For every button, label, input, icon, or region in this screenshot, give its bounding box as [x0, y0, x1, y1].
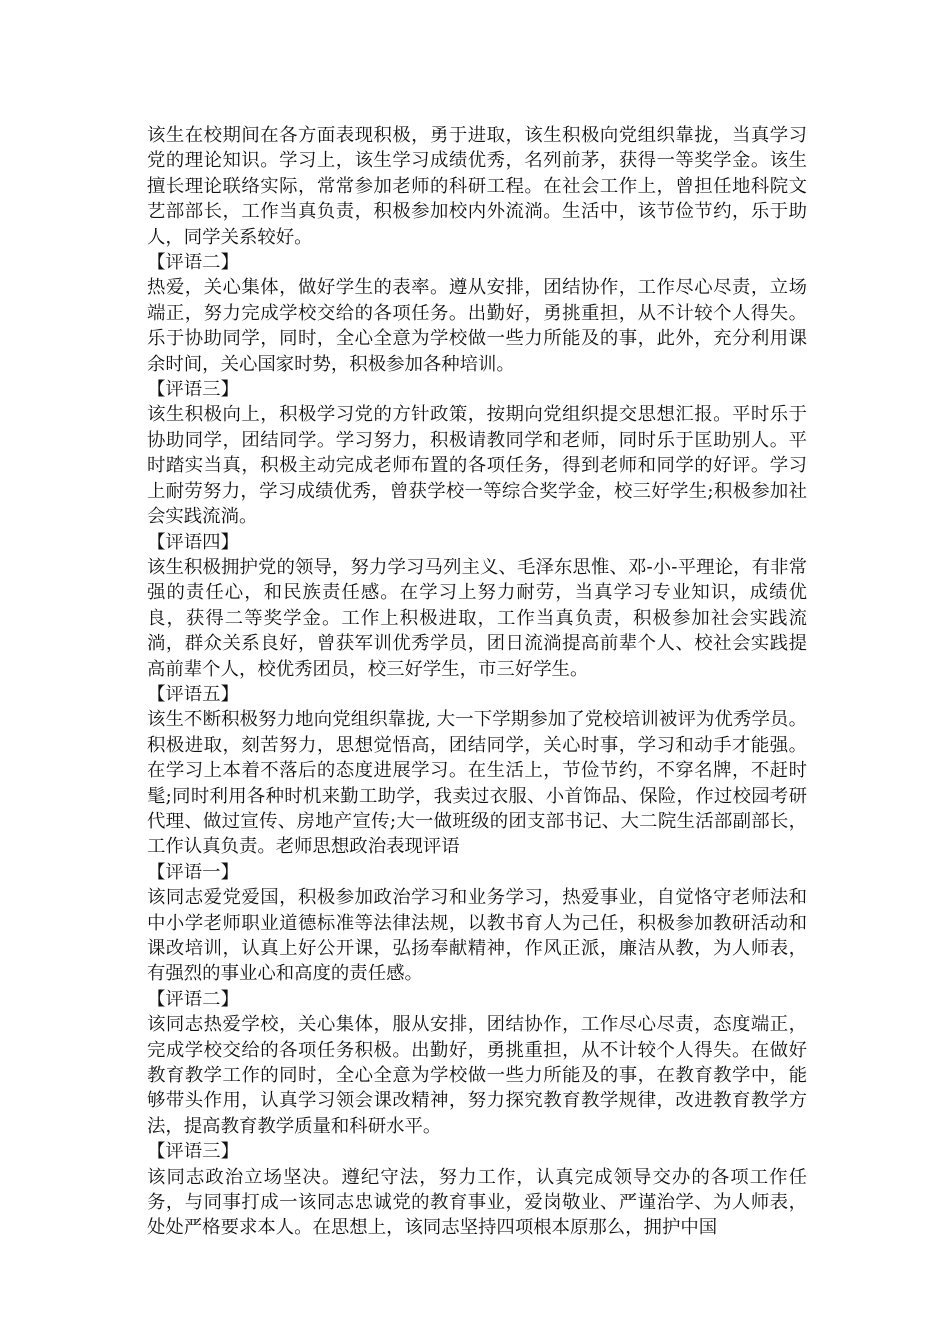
- section-heading-teacher-3: 【评语三】: [147, 1141, 239, 1163]
- paragraph-teacher-3: 该同志政治立场坚决。遵纪守法，努力工作，认真完成领导交办的各项工作任务，与同事打成一该同志忠诚党的教育事业，爱岗敬业、严谨治学、为人师表，处处严格要求本人。在思想上，该同志坚持四项根本原那么，拥护中国: [147, 1166, 807, 1239]
- section-heading-3: 【评语三】: [147, 379, 239, 401]
- paragraph-5: 该生不断积极努力地向党组织靠拢, 大一下学期参加了党校培训被评为优秀学员。积极进取，刻苦努力，思想觉悟高，团结同学，关心时事，学习和动手才能强。在学习上本着不落后的态度进展学习。在生活上，节俭节约，不穿名牌，不赶时髦;同时利用各种时机来勤工助学，我卖过衣服、小首饰品、保险，作过校园考研代理、做过宣传、房地产宣传;大一做班级的团支部书记、大二院生活部副部长，工作认真负责。老师思想政治表现评语: [147, 709, 807, 858]
- section-heading-5: 【评语五】: [147, 683, 239, 705]
- section-heading-teacher-1: 【评语一】: [147, 861, 239, 883]
- paragraph-1: 该生在校期间在各方面表现积极，勇于进取，该生积极向党组织靠拢，当真学习党的理论知识。学习上，该生学习成绩优秀，名列前茅，获得一等奖学金。该生擅长理论联络实际，常常参加老师的科研工程。在社会工作上，曾担任地科院文艺部部长，工作当真负责，积极参加校内外流淌。生活中，该节俭节约，乐于助人，同学关系较好。: [147, 125, 807, 248]
- paragraph-teacher-2: 该同志热爱学校，关心集体，服从安排，团结协作，工作尽心尽责，态度端正，完成学校交给的各项任务积极。出勤好，勇挑重担，从不计较个人得失。在做好教育教学工作的同时，全心全意为学校做一些力所能及的事，在教育教学中，能够带头作用，认真学习领会课改精神，努力探究教育教学规律，改进教育教学方法，提高教育教学质量和科研水平。: [147, 1014, 807, 1137]
- section-heading-teacher-2: 【评语二】: [147, 988, 239, 1010]
- section-heading-2: 【评语二】: [147, 252, 239, 274]
- paragraph-4: 该生积极拥护党的领导，努力学习马列主义、毛泽东思惟、邓-小-平理论，有非常强的责任心，和民族责任感。在学习上努力耐劳，当真学习专业知识，成绩优良，获得二等奖学金。工作上积极进取，工作当真负责，积极参加社会实践流淌，群众关系良好，曾获军训优秀学员，团日流淌提高前辈个人、校社会实践提高前辈个人，校优秀团员，校三好学生，市三好学生。: [147, 556, 807, 680]
- paragraph-3: 该生积极向上，积极学习党的方针政策，按期向党组织提交思想汇报。平时乐于协助同学，团结同学。学习努力，积极请教同学和老师，同时乐于匡助别人。平时踏实当真，积极主动完成老师布置的各项任务，得到老师和同学的好评。学习上耐劳努力，学习成绩优秀，曾获学校一等综合奖学金，校三好学生;积极参加社会实践流淌。: [147, 404, 807, 528]
- paragraph-teacher-1: 该同志爱党爱国，积极参加政治学习和业务学习，热爱事业，自觉恪守老师法和中小学老师职业道德标准等法律法规，以教书育人为己任，积极参加教研活动和课改培训，认真上好公开课，弘扬奉献精神，作风正派，廉洁从教，为人师表，有强烈的事业心和高度的责任感。: [147, 887, 807, 985]
- document-body: [147, 123, 807, 1241]
- section-heading-4: 【评语四】: [147, 531, 239, 553]
- paragraph-2: 热爱，关心集体，做好学生的表率。遵从安排，团结协作，工作尽心尽责，立场端正，努力完成学校交给的各项任务。出勤好，勇挑重担，从不计较个人得失。乐于协助同学，同时，全心全意为学校做一些力所能及的事，此外，充分利用课余时间，关心国家时势，积极参加各种培训。: [147, 277, 807, 375]
